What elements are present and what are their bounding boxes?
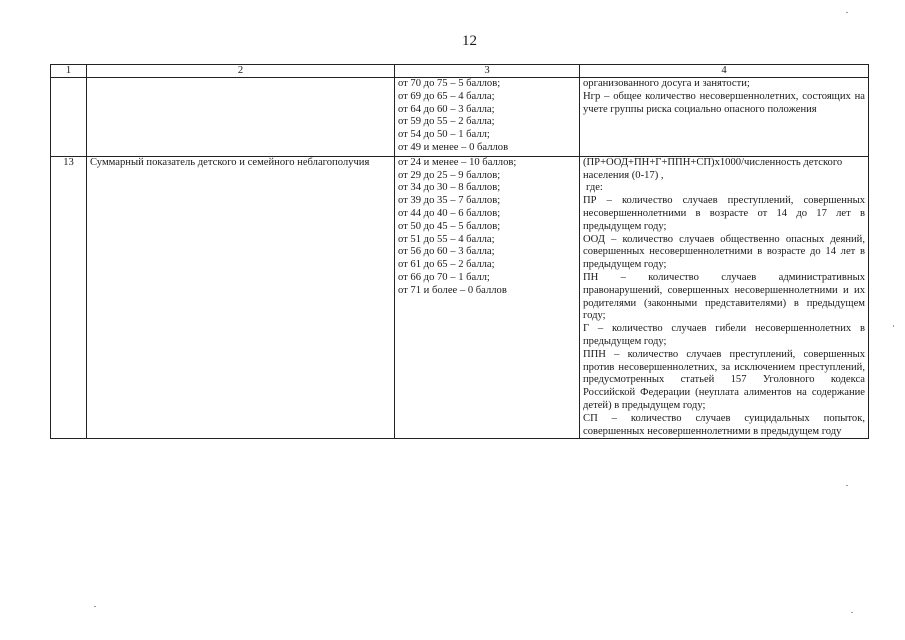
- score-range: от 69 до 65 – 4 балла;: [398, 90, 495, 102]
- scan-speck: [846, 12, 848, 13]
- scan-speck: [893, 325, 894, 327]
- score-range: от 54 до 50 – 1 балл;: [398, 129, 490, 141]
- cell-scoring-scale: [395, 156, 580, 439]
- table-row-13: [51, 156, 869, 439]
- cell-calculation-method: [580, 78, 869, 157]
- header-col-1: 1: [51, 65, 87, 78]
- table-row-continued: [51, 78, 869, 157]
- score-range: от 24 и менее – 10 баллов;: [398, 156, 517, 168]
- score-range: от 29 до 25 – 9 баллов;: [398, 169, 501, 181]
- cell-calculation-method: [580, 156, 869, 439]
- score-range: от 59 до 55 – 2 балла;: [398, 116, 495, 128]
- term-definition: ПР – количество случаев преступлений, совершенных несовершеннолетними в возрасте от 14 до 17 лет в предыдущем году;: [583, 195, 865, 232]
- score-range: от 70 до 75 – 5 баллов;: [398, 78, 501, 89]
- score-range: от 66 до 70 – 1 балл;: [398, 271, 490, 283]
- method-paragraph: Нгр – общее количество несовершеннолетних, состоящих на учете группы риска социально опасного положения: [583, 90, 865, 115]
- scan-speck: [851, 612, 853, 613]
- method-paragraph: организованного досуга и занятости;: [583, 78, 750, 89]
- score-range: от 56 до 60 – 3 балла;: [398, 246, 495, 258]
- score-range: от 34 до 30 – 8 баллов;: [398, 182, 501, 194]
- term-definition: ПН – количество случаев административных правонарушений, совершенных несовершеннолетними и их родителями (законными представителями) в предыдущем году;: [583, 271, 865, 322]
- scan-speck: [94, 606, 96, 607]
- header-col-4: 4: [580, 65, 869, 78]
- formula-where: где:: [586, 182, 603, 194]
- formula: (ПР+ООД+ПН+Г+ППН+СП)х1000/численность детского населения (0-17) ,: [583, 156, 843, 181]
- score-range: от 50 до 45 – 5 баллов;: [398, 220, 501, 232]
- header-col-2: 2: [87, 65, 395, 78]
- header-row: [51, 65, 869, 78]
- term-definition: СП – количество случаев суицидальных попыток, совершенных несовершеннолетними в предыдущем году: [583, 412, 865, 437]
- cell-indicator-name: Суммарный показатель детского и семейного неблагополучия: [87, 156, 395, 439]
- scan-speck: [846, 485, 848, 486]
- page-number: 12: [462, 33, 477, 49]
- indicator-table: [50, 64, 869, 439]
- header-col-3: 3: [395, 65, 580, 78]
- score-range: от 51 до 55 – 4 балла;: [398, 233, 495, 245]
- term-definition: ППН – количество случаев преступлений, совершенных против несовершеннолетних, за исключением преступлений, предусмотренных статьей 157 Уголовного кодекса Российской Федерации (неуплата алиментов на содержание детей) в предыдущем году;: [583, 348, 865, 411]
- term-definition: Г – количество случаев гибели несовершеннолетних в предыдущем году;: [583, 323, 865, 347]
- term-definition: ООД – количество случаев общественно опасных деяний, совершенных несовершеннолетними в возрасте до 14 лет в предыдущем году;: [583, 233, 865, 271]
- cell-indicator-name: [87, 78, 395, 157]
- cell-row-number: [51, 78, 87, 157]
- score-range: от 61 до 65 – 2 балла;: [398, 259, 495, 271]
- score-range: от 71 и более – 0 баллов: [398, 284, 507, 296]
- cell-row-number: 13: [51, 156, 87, 439]
- score-range: от 39 до 35 – 7 баллов;: [398, 195, 501, 207]
- score-range: от 64 до 60 – 3 балла;: [398, 103, 495, 115]
- score-range: от 49 и менее – 0 баллов: [398, 141, 509, 153]
- score-range: от 44 до 40 – 6 баллов;: [398, 207, 501, 219]
- cell-scoring-scale: [395, 78, 580, 157]
